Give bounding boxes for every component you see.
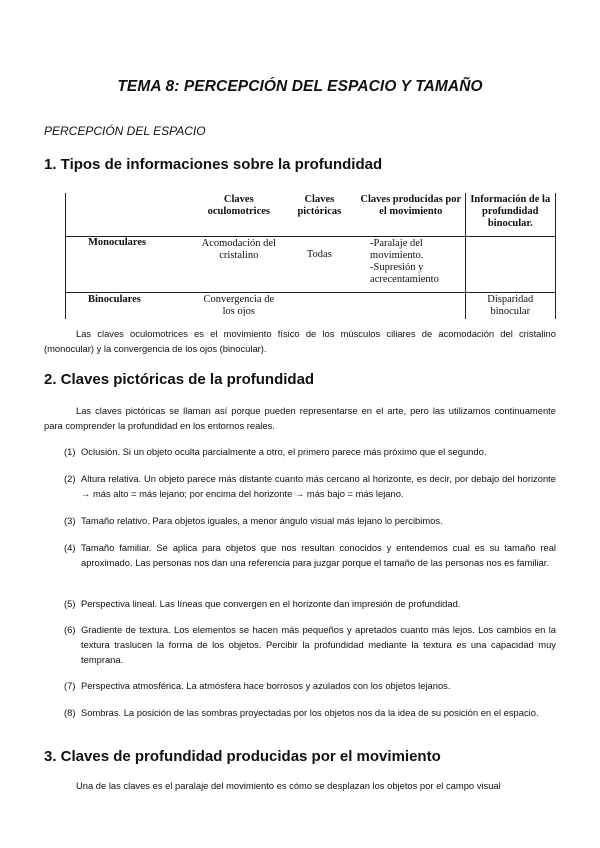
page-title: TEMA 8: PERCEPCIÓN DEL ESPACIO Y TAMAÑO xyxy=(117,78,483,95)
table-header-cell xyxy=(66,193,196,237)
depth-cues-table xyxy=(65,193,556,319)
table-header-cell: Claves producidas por el movimiento xyxy=(360,194,462,217)
table-cell xyxy=(357,237,465,293)
list-item xyxy=(64,513,556,528)
table-row-label: Monoculares xyxy=(66,237,196,293)
table-cell: Todas xyxy=(282,237,357,293)
table-cell-text: Disparidad binocular xyxy=(487,294,534,316)
list-item-number: (8) xyxy=(64,707,76,718)
list-item-text: Perspectiva atmosférica. La atmósfera hace borrosos y azulados con los objetos lejanos. xyxy=(81,680,451,691)
list-item-text: Altura relativa. Un objeto parece más distante cuanto más cercano al horizonte, es decir, por debajo del horizonte → más alto = más lejano; por encima del horizonte → más bajo = más lejano. xyxy=(81,473,556,499)
table-cell-text: Convergencia de los ojos xyxy=(203,294,275,316)
list-item xyxy=(64,596,556,611)
list-item xyxy=(64,705,556,720)
paragraph-text: Las claves oculomotrices es el movimiento físico de los músculos ciliares de acomodación del cristalino (monocular) y la convergencia de los ojos (binocular). xyxy=(44,328,556,354)
table-cell xyxy=(465,237,555,293)
table-cell-line: -Supresión y acrecentamiento xyxy=(370,262,439,285)
paragraph-text: Una de las claves es el paralaje del movimiento es cómo se desplazan los objetos por el campo visual xyxy=(76,780,501,791)
table-row xyxy=(66,237,556,293)
list-item xyxy=(64,444,556,459)
table-cell xyxy=(196,293,282,320)
table-header-cell: Claves oculomotrices xyxy=(207,194,270,217)
table-cell-line: -Paralaje del movimiento. xyxy=(370,238,424,261)
section-2-heading: 2. Claves pictóricas de la profundidad xyxy=(44,371,315,388)
list-item-number: (6) xyxy=(64,624,76,635)
paragraph xyxy=(44,403,556,433)
paragraph xyxy=(44,778,556,793)
list-item-text: Tamaño relativo. Para objetos iguales, a menor ángulo visual más lejano lo percibimos. xyxy=(81,515,443,526)
table-row-label: Binoculares xyxy=(66,293,196,320)
table-cell: Acomodación del cristalino xyxy=(196,237,282,293)
section-1-heading: 1. Tipos de informaciones sobre la profundidad xyxy=(44,156,383,173)
paragraph xyxy=(44,326,556,356)
table-header-cell: Claves pictóricas xyxy=(297,194,342,217)
list-item-number: (7) xyxy=(64,680,76,691)
list-item-text: Sombras. La posición de las sombras proyectadas por los objetos nos da la idea de su posición en el espacio. xyxy=(81,707,539,718)
list-item-number: (3) xyxy=(64,515,76,526)
list-item-text: Gradiente de textura. Los elementos se hacen más pequeños y apretados cuanto más lejos. Los cambios en la textura traslucen la forma de los objetos. Percibir la profundidad mediante la textura es una capacidad muy temprana. xyxy=(81,624,556,665)
table-cell xyxy=(465,293,555,320)
list-item-number: (5) xyxy=(64,598,76,609)
table-cell xyxy=(357,293,465,320)
list-item-text: Oclusión. Si un objeto oculta parcialmente a otro, el primero parece más próximo que el segundo. xyxy=(81,446,487,457)
table-header-row xyxy=(66,193,556,237)
list-item xyxy=(64,622,556,667)
list-item xyxy=(64,540,556,570)
table-header-cell: Información de la profundidad binocular. xyxy=(465,193,555,237)
list-item xyxy=(64,471,556,501)
list-item-number: (1) xyxy=(64,446,76,457)
table-row xyxy=(66,293,556,320)
list-item-text: Tamaño familiar. Se aplica para objetos que nos resultan conocidos y entendemos cual es su tamaño real aproximado. Las personas nos dan una referencia para juzgar porque el tamaño de las personas nos es familiar. xyxy=(81,542,556,568)
section-3-heading: 3. Claves de profundidad producidas por el movimiento xyxy=(44,748,441,765)
list-item-number: (4) xyxy=(64,542,76,553)
list-item-text: Perspectiva lineal. Las líneas que convergen en el horizonte dan impresión de profundidad. xyxy=(81,598,461,609)
table-cell xyxy=(282,293,357,320)
list-item-number: (2) xyxy=(64,473,76,484)
paragraph-text: Las claves pictóricas se llaman así porque pueden representarse en el arte, pero las utilizamos continuamente para comprender la profundidad en los entornos reales. xyxy=(44,405,556,431)
list-item xyxy=(64,678,556,693)
section-subtitle: PERCEPCIÓN DEL ESPACIO xyxy=(44,124,206,138)
